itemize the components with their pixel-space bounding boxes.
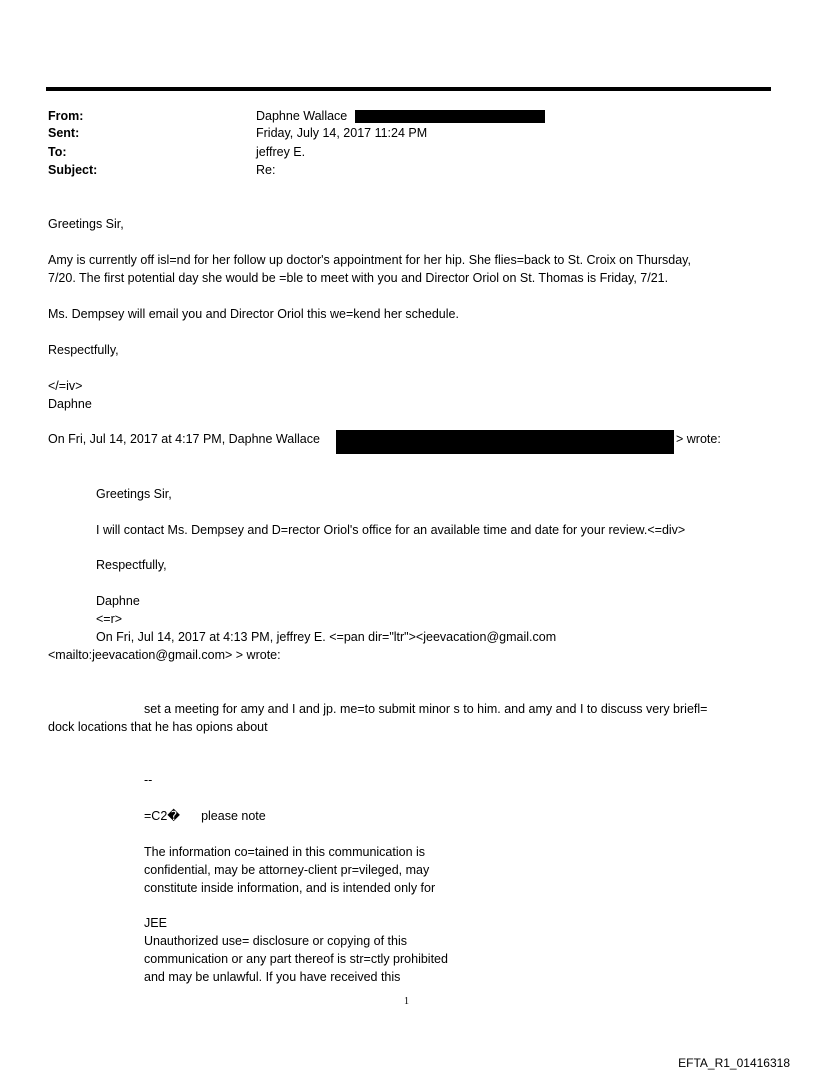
quote1-closing: Respectfully, <box>96 558 167 572</box>
quote1-br-tag: <=r> <box>96 612 123 626</box>
para1-line2: 7/20. The first potential day she would be =ble to meet with you and Director Oriol on St. Thomas is Friday, 7/21. <box>48 271 669 285</box>
unauth-line3: and may be unlawful. If you have received this <box>144 970 401 984</box>
from-value: Daphne Wallace <box>256 109 348 123</box>
redaction-from-email <box>355 110 545 123</box>
redaction-quote1-email <box>336 430 674 454</box>
conf-line3: constitute inside information, and is intended only for <box>144 881 436 895</box>
quote1-greeting: Greetings Sir, <box>96 487 172 501</box>
subject-label: Subject: <box>48 163 98 177</box>
sent-value: Friday, July 14, 2017 11:24 PM <box>256 126 428 140</box>
header-rule <box>46 87 771 91</box>
sent-label: Sent: <box>48 126 80 140</box>
conf-line2: confidential, may be attorney-client pr=vileged, may <box>144 863 430 877</box>
para1-line1: Amy is currently off isl=nd for her follow up doctor's appointment for her hip. She flies=back to St. Croix on Thursday, <box>48 253 691 267</box>
to-label: To: <box>48 145 67 159</box>
quote2-header-line1: On Fri, Jul 14, 2017 at 4:13 PM, jeffrey E. <=pan dir="ltr"><jeevacation@gmail.com <box>96 630 557 644</box>
quote2-line2: dock locations that he has opions about <box>48 720 268 734</box>
quote1-signature: Daphne <box>96 594 140 608</box>
from-label: From: <box>48 109 84 123</box>
document-id: EFTA_R1_01416318 <box>678 1056 790 1070</box>
jee-label: JEE <box>144 916 167 930</box>
to-value: jeffrey E. <box>256 145 306 159</box>
quote1-para: I will contact Ms. Dempsey and D=rector Oriol's office for an available time and date for your review.<=div> <box>96 523 686 537</box>
subject-value: Re: <box>256 163 276 177</box>
conf-line1: The information co=tained in this communication is <box>144 845 426 859</box>
unauth-line2: communication or any part thereof is str=ctly prohibited <box>144 952 448 966</box>
quote2-header-line2: <mailto:jeevacation@gmail.com> > wrote: <box>48 648 281 662</box>
please-note-prefix: =C2� <box>144 809 181 823</box>
greeting: Greetings Sir, <box>48 217 124 231</box>
quote1-prefix: On Fri, Jul 14, 2017 at 4:17 PM, Daphne Wallace <box>48 432 320 446</box>
quote2-line1: set a meeting for amy and I and jp. me=to submit minor s to him. and amy and I to discuss very briefl= <box>144 702 708 716</box>
page-number: 1 <box>404 996 409 1007</box>
quote1-suffix: > wrote: <box>676 432 721 446</box>
please-note-line <box>144 808 266 825</box>
signature: Daphne <box>48 397 92 411</box>
closing: Respectfully, <box>48 343 119 357</box>
div-tag: </=iv> <box>48 379 83 393</box>
para2: Ms. Dempsey will email you and Director Oriol this we=kend her schedule. <box>48 307 459 321</box>
quote1-header <box>48 431 320 448</box>
unauth-line1: Unauthorized use= disclosure or copying of this <box>144 934 407 948</box>
please-note: please note <box>201 809 266 823</box>
sig-dashes: -- <box>144 773 153 787</box>
